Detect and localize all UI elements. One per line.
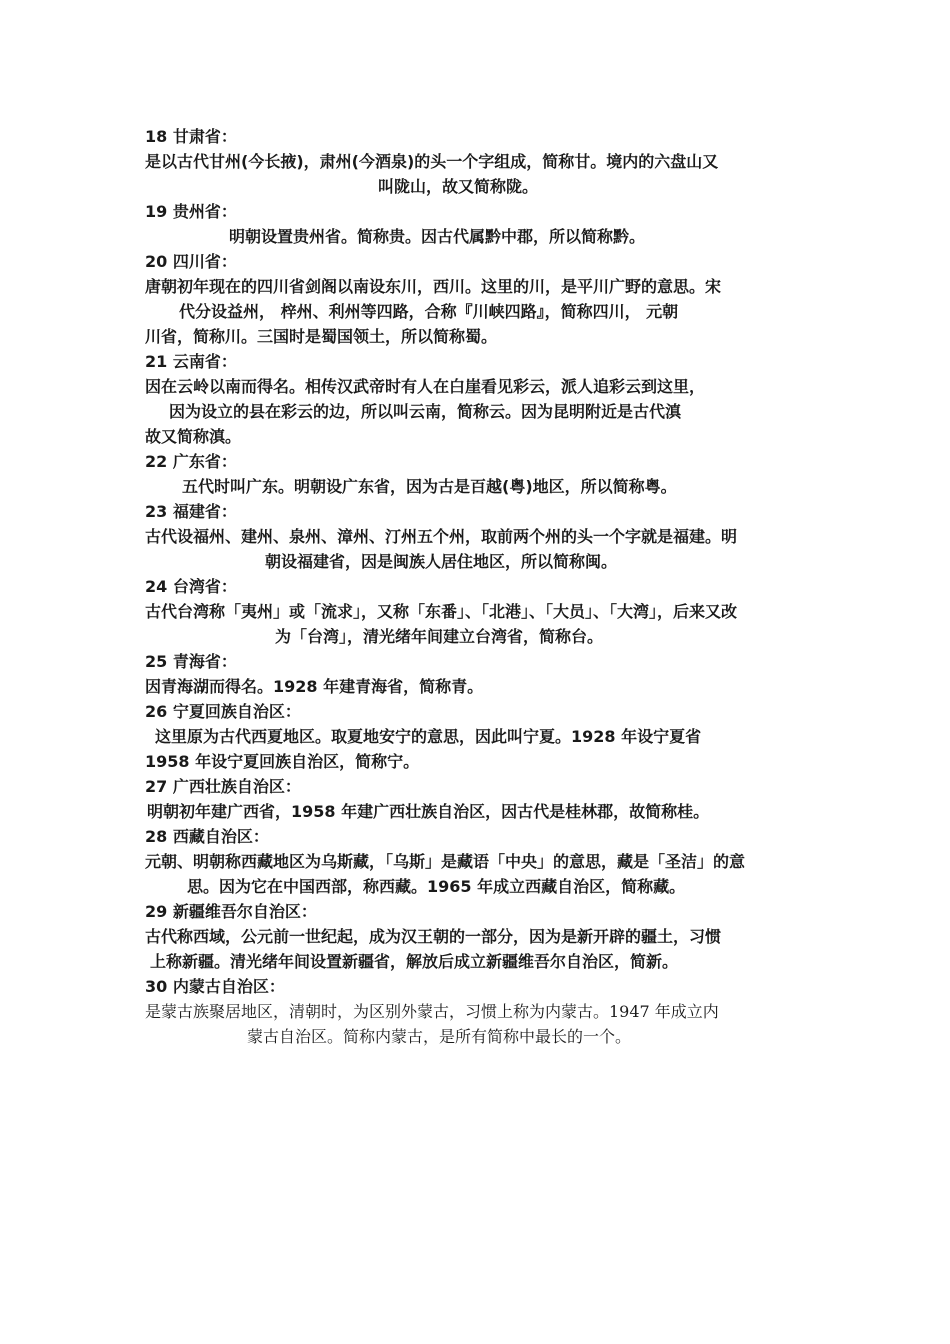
entry-block [145, 574, 807, 649]
entry-text-line: 思。因为它在中国西部，称西藏。1965 年成立西藏自治区，简称藏。 [187, 877, 686, 896]
entry-text-line: 明朝初年建广西省，1958 年建广西壮族自治区，因古代是桂林郡，故简称桂。 [147, 802, 710, 821]
entry-heading: 27 广西壮族自治区： [145, 777, 301, 796]
entry-block [145, 249, 807, 349]
entry-text-line: 上称新疆。清光绪年间设置新疆省，解放后成立新疆维吾尔自治区，简新。 [150, 952, 679, 971]
entry-heading: 19 贵州省： [145, 202, 237, 221]
entry-block [145, 699, 807, 774]
entry-heading: 29 新疆维吾尔自治区： [145, 902, 317, 921]
entry-text-line: 这里原为古代西夏地区。取夏地安宁的意思，因此叫宁夏。1928 年设宁夏省 [155, 727, 702, 746]
entry-block [145, 349, 807, 449]
entry-text-line: 蒙古自治区。简称内蒙古，是所有简称中最长的一个。 [247, 1027, 632, 1046]
entry-text-line: 因为设立的县在彩云的边，所以叫云南，简称云。因为昆明附近是古代滇 [169, 402, 682, 421]
entry-heading: 24 台湾省： [145, 577, 237, 596]
entry-block [145, 974, 807, 1049]
entry-block [145, 499, 807, 574]
entry-text-line: 古代设福州、建州、泉州、漳州、汀州五个州，取前两个州的头一个字就是福建。明 [145, 527, 738, 546]
entry-heading: 23 福建省： [145, 502, 237, 521]
entry-text-line: 为「台湾」，清光绪年间建立台湾省，简称台。 [275, 627, 604, 646]
entry-block [145, 899, 807, 974]
entry-heading: 21 云南省： [145, 352, 237, 371]
entry-text-line: 是蒙古族聚居地区，清朝时，为区别外蒙古，习惯上称为内蒙古。1947 年成立内 [145, 1002, 719, 1021]
entry-block [145, 449, 807, 499]
entry-block [145, 774, 807, 824]
entry-text-line: 是以古代甘州(今长掖)，肃州(今酒泉)的头一个字组成，简称甘。境内的六盘山又 [145, 152, 719, 171]
entry-block [145, 124, 807, 199]
entry-text-line: 叫陇山，故又简称陇。 [378, 177, 539, 196]
entry-text-line: 明朝设置贵州省。简称贵。因古代属黔中郡，所以简称黔。 [229, 227, 646, 246]
entry-heading: 26 宁夏回族自治区： [145, 702, 301, 721]
entry-text-line: 因在云岭以南而得名。相传汉武帝时有人在白崖看见彩云，派人追彩云到这里， [145, 377, 706, 396]
entry-text-line: 朝设福建省，因是闽族人居住地区，所以简称闽。 [265, 552, 618, 571]
entry-block [145, 199, 807, 249]
entry-text-line: 五代时叫广东。明朝设广东省，因为古是百越(粤)地区，所以简称粤。 [182, 477, 677, 496]
entry-text-line: 代分设益州， 梓州、利州等四路，合称『川峡四路』，简称四川， 元朝 [179, 302, 679, 321]
entry-heading: 20 四川省： [145, 252, 237, 271]
entry-heading: 28 西藏自治区： [145, 827, 269, 846]
entry-text-line: 因青海湖而得名。1928 年建青海省，简称青。 [145, 677, 484, 696]
entry-text-line: 川省，简称川。三国时是蜀国领土，所以简称蜀。 [145, 327, 498, 346]
entry-text-line: 古代称西域，公元前一世纪起，成为汉王朝的一部分，因为是新开辟的疆土，习惯 [145, 927, 722, 946]
entry-heading: 18 甘肃省： [145, 127, 237, 146]
entry-heading: 22 广东省： [145, 452, 237, 471]
entry-block [145, 649, 807, 699]
entry-heading: 25 青海省： [145, 652, 237, 671]
entry-text-line: 元朝、明朝称西藏地区为乌斯藏，「乌斯」是藏语「中央」的意思，藏是「圣洁」的意 [145, 852, 746, 871]
entry-text-line: 1958 年设宁夏回族自治区，简称宁。 [145, 752, 420, 771]
entry-text-line: 古代台湾称「夷州」或「流求」，又称「东番」、「北港」、「大员」、「大湾」，后来又改 [145, 602, 738, 621]
entry-text-line: 唐朝初年现在的四川省剑阁以南设东川，西川。这里的川，是平川广野的意思。宋 [145, 277, 722, 296]
entry-text-line: 故又简称滇。 [145, 427, 242, 446]
entry-block [145, 824, 807, 899]
document-body [145, 124, 807, 1049]
entry-heading: 30 内蒙古自治区： [145, 977, 285, 996]
